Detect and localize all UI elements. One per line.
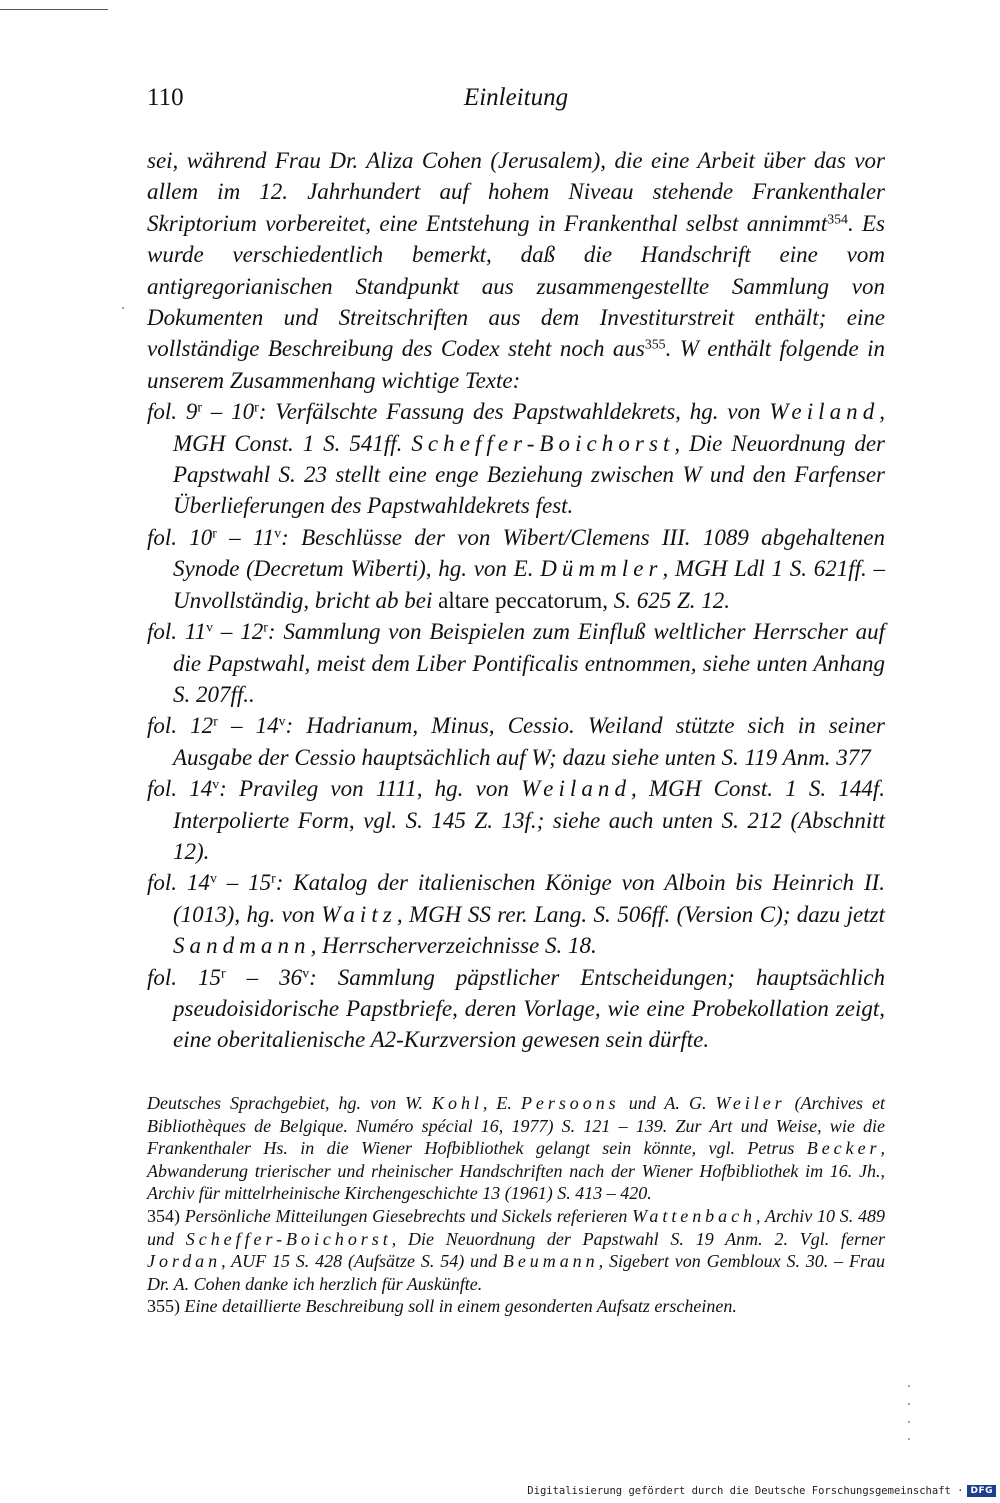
folio-entry-10r	[147, 522, 885, 616]
footnote-text: Deutsches Sprachgebiet, hg. von W.	[147, 1093, 433, 1113]
folio-ref: fol. 9	[147, 399, 198, 425]
author-name: Kohl	[432, 1093, 483, 1113]
entry-text: S. 625 Z. 12.	[607, 587, 731, 613]
folio-entry-14v-15r	[147, 867, 885, 961]
scan-edge-line	[0, 9, 108, 10]
main-text	[147, 145, 885, 1056]
entry-text: , Die Neuordnung der Papstwahl S. 23 stellt eine enge Beziehung zwischen W und den Farfenser Überlieferungen des Papstwahldekrets fest.	[173, 430, 886, 519]
author-name: Becker	[806, 1138, 881, 1159]
author-name: Sandmann	[173, 933, 311, 959]
author-name: Weiler	[715, 1093, 786, 1113]
author-name: Waitz	[321, 901, 397, 927]
folio-ref: fol. 14	[147, 870, 210, 896]
entry-text: : Sammlung päpstlicher Entscheidungen; hauptsächlich pseudoisidorische Papstbriefe, deren Vorlage, wie eine Probekollation zeigt, eine oberitalienische A2-Kurzversion gewesen sein dürfte.	[173, 964, 885, 1053]
footnote-continued	[147, 1092, 885, 1205]
author-name: Weiland	[521, 776, 632, 802]
footnote-text: , Archiv 10 S. 489 und	[147, 1205, 885, 1249]
scan-speck	[122, 307, 124, 309]
page-header	[147, 84, 885, 120]
footnote-text: , Sigebert von Gembloux S. 30. – Frau Dr. A. Cohen danke ich herzlich für Auskünfte.	[147, 1251, 886, 1294]
folio-side: v	[274, 525, 282, 541]
author-name: Weiland	[769, 399, 880, 425]
folio-entry-12r	[147, 710, 885, 773]
folio-ref: – 12	[213, 619, 264, 645]
intro-text: sei, während Frau Dr. Aliza Cohen (Jerusalem), die eine Arbeit über das vor allem im 12. Jahrhundert auf hohem Niveau stehende Frankenthaler Skriptorium vorbereitet, eine Entstehung in Frankenthal selbst annimmt	[147, 148, 885, 236]
folio-ref: fol. 15	[147, 964, 222, 990]
folio-side: v	[209, 870, 217, 886]
folio-side: v	[302, 964, 310, 980]
author-name: Dümmler	[540, 556, 663, 582]
dfg-logo: DFG	[967, 1485, 996, 1497]
footnote-355	[147, 1295, 885, 1318]
entry-text: , MGH SS rer. Lang. S. 506ff. (Version C); dazu jetzt	[396, 901, 885, 927]
entry-text: : Sammlung von Beispielen zum Einfluß weltlicher Herrscher auf die Papstwahl, meist dem Liber Pontificalis entnommen, siehe unten Anhang S. 207ff..	[173, 619, 886, 707]
folio-side: r	[212, 525, 217, 541]
footnote-number: 355)	[147, 1296, 180, 1317]
scan-speck	[908, 1438, 910, 1440]
footnote-text: , AUF 15 S. 428 (Aufsätze S. 54) und	[221, 1251, 503, 1272]
author-name: Wattenbach	[632, 1205, 757, 1226]
digitization-credit	[527, 1485, 996, 1497]
page-number: 110	[147, 84, 184, 111]
folio-side: r	[271, 870, 276, 886]
folio-side: r	[221, 964, 226, 980]
folio-ref: – 11	[216, 524, 275, 550]
footnote-354	[147, 1205, 885, 1295]
entry-text: , MGH Ldl 1 S. 621ff. – Unvollständig, bricht ab bei	[173, 556, 886, 613]
folio-side: r	[213, 713, 218, 729]
footnote-text: , E.	[482, 1093, 521, 1113]
folio-entry-9r	[147, 396, 885, 522]
footnote-text: Persönliche Mitteilungen Giesebrechts und Sickels referieren	[180, 1205, 633, 1226]
folio-ref: – 14	[217, 713, 279, 739]
author-name: Scheffer-Boichorst	[185, 1228, 392, 1249]
credit-text: Digitalisierung gefördert durch die Deutsche Forschungsgemeinschaft ·	[527, 1485, 964, 1497]
folio-ref: – 36	[225, 964, 303, 990]
author-name: Scheffer-Boichorst	[411, 430, 675, 456]
entry-text: , Herrscherverzeichnisse S. 18.	[310, 933, 597, 959]
folio-side: r	[197, 399, 202, 415]
entry-text: : Verfälschte Fassung des Papstwahldekrets, hg. von	[258, 399, 770, 425]
folio-ref: fol. 10	[147, 524, 213, 550]
scan-speck	[908, 1403, 910, 1405]
footnote-ref-355[interactable]: 355	[644, 336, 666, 352]
author-name: Persoons	[520, 1093, 620, 1113]
entry-text: : Katalog der italienischen Könige von Alboin bis Heinrich II. (1013), hg. von	[173, 870, 886, 927]
intro-text: . Es wurde verschiedentlich bemerkt, daß die Handschrift eine vom antigregorianischen Standpunkt aus zusammengestellte Sammlung von Dokumenten und Streitschriften aus dem Investiturstreit enthält; eine vollständige Beschreibung des Codex steht noch aus	[147, 210, 886, 362]
quoted-latin: altare peccatorum,	[438, 587, 608, 613]
footnote-text: Eine detaillierte Beschreibung soll in einem gesonderten Aufsatz erscheinen.	[180, 1296, 737, 1317]
footnote-text: und A. G.	[619, 1093, 716, 1113]
footnotes	[147, 1092, 885, 1318]
entry-text: : Hadrianum, Minus, Cessio. Weiland stützte sich in seiner Ausgabe der Cessio hauptsächlich auf W; dazu siehe unten S. 119 Anm. 377	[173, 713, 886, 770]
scan-speck	[908, 1385, 910, 1387]
folio-ref: fol. 14	[147, 776, 213, 802]
folio-side: v	[212, 776, 220, 792]
author-name: Beumann	[502, 1251, 599, 1272]
folio-side: v	[278, 713, 286, 729]
footnote-text: , Abwanderung trierischer und rheinischer Handschriften nach der Wiener Hofbibliothek im 16. Jh., Archiv für mittelrheinische Kirchengeschichte 13 (1961) S. 413 – 420.	[147, 1138, 885, 1204]
running-head: Einleitung	[463, 84, 569, 111]
folio-ref: fol. 12	[147, 713, 214, 739]
footnote-text: , Die Neuordnung der Papstwahl S. 19 Anm. 2. Vgl. ferner	[391, 1228, 886, 1249]
folio-ref: fol. 11	[147, 619, 207, 645]
folio-ref: – 10	[201, 399, 255, 425]
footnote-text: (Archives et Bibliothèques de Belgique. Numéro spécial 16, 1977) S. 121 – 139. Zur Art und Weise, wie die Frankenthaler Hs. in die Wiener Hofbibliothek gelangt sein könnte, vgl. Petrus	[147, 1093, 885, 1159]
entry-text: , MGH Const. 1 S. 144f. Interpolierte Form, vgl. S. 145 Z. 13f.; siehe auch unten S. 212 (Abschnitt 12).	[173, 776, 886, 864]
intro-text: . W enthält folgende in unserem Zusammenhang wichtige Texte:	[147, 336, 885, 393]
folio-entry-15r	[147, 962, 885, 1056]
folio-entry-11v	[147, 616, 885, 710]
entry-text: , MGH Const. 1 S. 541ff.	[173, 399, 886, 456]
folio-ref: – 15	[216, 870, 272, 896]
intro-paragraph	[147, 145, 885, 396]
entry-text: : Pravileg von 1111, hg. von	[219, 776, 522, 802]
folio-entry-14v	[147, 773, 885, 867]
entry-text: : Beschlüsse der von Wibert/Clemens III. 1089 abgehaltenen Synode (Decretum Wiberti), hg. von E.	[173, 524, 885, 582]
scan-speck	[908, 1421, 910, 1423]
folio-side: r	[254, 399, 259, 415]
author-name: Jordan	[147, 1251, 222, 1272]
folio-side: r	[263, 619, 268, 635]
footnote-number: 354)	[147, 1205, 180, 1226]
folio-side: v	[206, 619, 214, 635]
footnote-ref-354[interactable]: 354	[827, 211, 848, 227]
